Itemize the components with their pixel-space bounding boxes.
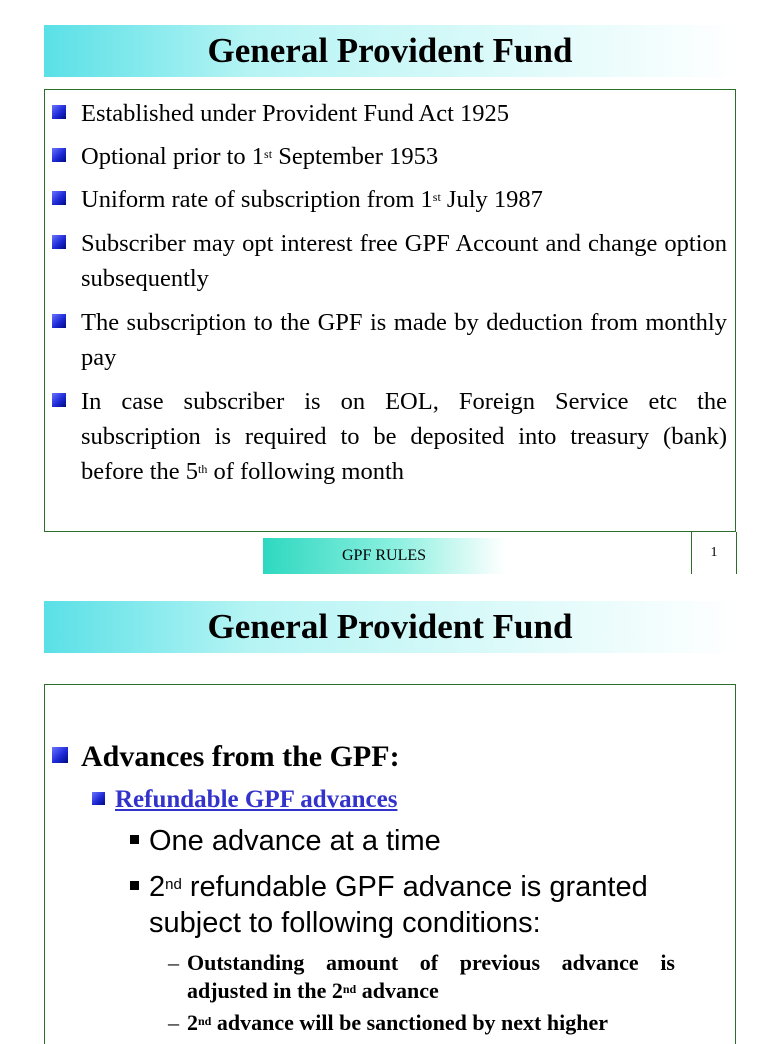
bullet-text: Optional prior to 1st September 1953 bbox=[81, 143, 439, 170]
subheading-link[interactable]: Refundable GPF advances bbox=[115, 786, 398, 813]
condition-text: 2nd advance will be sanctioned by next higher bbox=[187, 1010, 608, 1035]
item-text: 2nd refundable GPF advance is granted subject to following conditions: bbox=[149, 871, 648, 939]
square-bullet-icon bbox=[52, 393, 66, 407]
slide-1-title: General Provident Fund bbox=[44, 25, 736, 77]
square-bullet-icon bbox=[52, 235, 66, 249]
heading-text: Advances from the GPF: bbox=[81, 740, 400, 773]
small-square-bullet-icon bbox=[130, 881, 139, 890]
bullet-text: Subscriber may opt interest free GPF Account and change option subsequently bbox=[81, 230, 727, 292]
square-bullet-icon bbox=[52, 105, 66, 119]
page-number: 1 bbox=[691, 532, 737, 574]
bullet-text: In case subscriber is on EOL, Foreign Service etc the subscription is required to be deposited into treasury (bank) before the 5th of following month bbox=[81, 388, 727, 485]
dash-bullet: – bbox=[168, 950, 179, 975]
footer-label: GPF RULES bbox=[263, 538, 505, 574]
small-square-bullet-icon bbox=[130, 835, 139, 844]
square-bullet-icon bbox=[52, 314, 66, 328]
bullet-text: Uniform rate of subscription from 1st July 1987 bbox=[81, 186, 543, 213]
square-bullet-icon bbox=[52, 148, 66, 162]
square-bullet-icon bbox=[92, 792, 105, 805]
bullet-text: Established under Provident Fund Act 1925 bbox=[81, 100, 510, 127]
slide-2-title: General Provident Fund bbox=[44, 601, 736, 653]
square-bullet-icon bbox=[52, 191, 66, 205]
square-bullet-icon bbox=[52, 747, 68, 763]
bullet-text: The subscription to the GPF is made by deduction from monthly pay bbox=[81, 309, 727, 371]
dash-bullet: – bbox=[168, 1010, 179, 1035]
item-text: One advance at a time bbox=[149, 825, 441, 857]
condition-text: Outstanding amount of previous advance is adjusted in the 2nd advance bbox=[187, 950, 675, 1003]
